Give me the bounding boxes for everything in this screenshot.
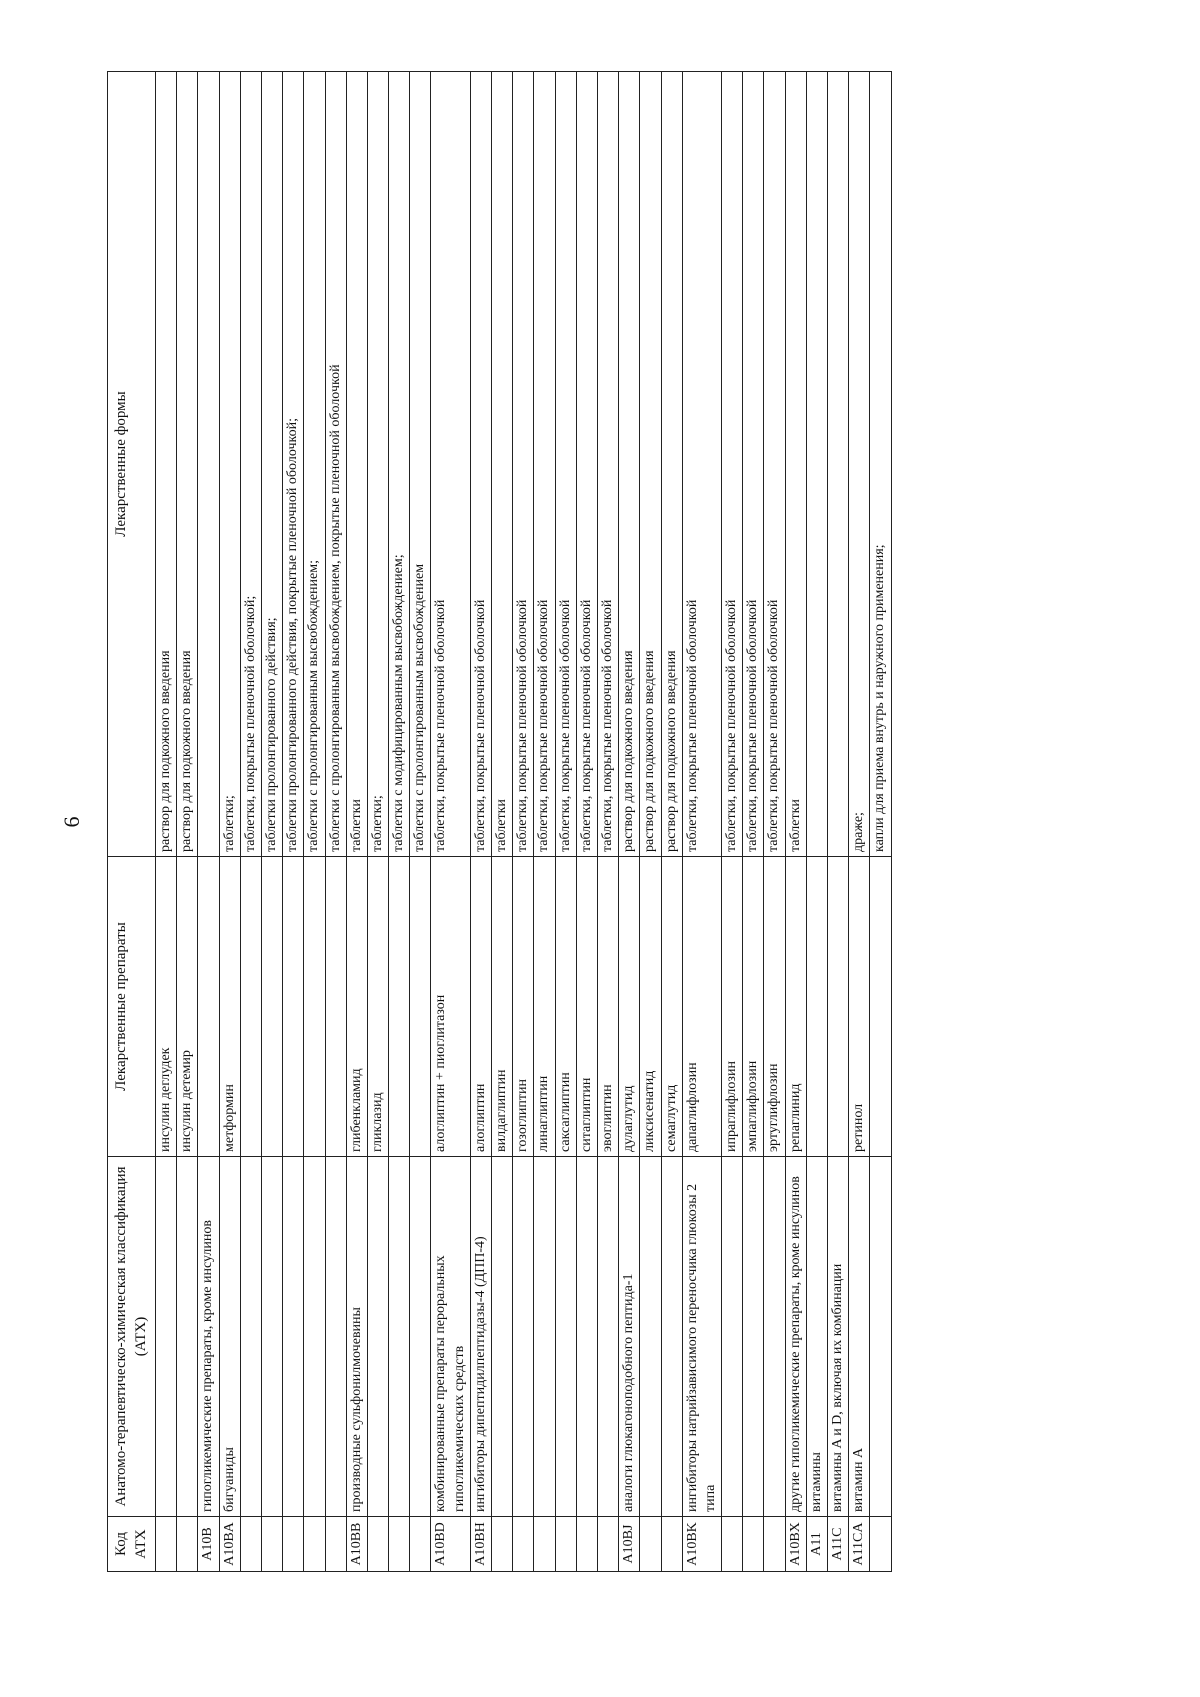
cell-code: A11C — [828, 1517, 849, 1572]
table-row — [597, 72, 618, 1572]
cell-classification: гипогликемические препараты, кроме инсулинов — [198, 1157, 219, 1517]
cell-form: драже; — [849, 72, 870, 857]
cell-classification — [389, 1157, 410, 1517]
cell-form: раствор для подкожного введения — [661, 72, 682, 857]
table-row — [389, 72, 410, 1572]
cell-drug — [325, 857, 346, 1157]
table-row — [219, 72, 240, 1572]
cell-code — [576, 1517, 597, 1572]
cell-code — [283, 1517, 304, 1572]
table-row — [534, 72, 555, 1572]
cell-code — [534, 1517, 555, 1572]
cell-drug: алоглиптин — [470, 857, 491, 1157]
cell-classification — [764, 1157, 785, 1517]
table-row — [470, 72, 491, 1572]
cell-code — [555, 1517, 576, 1572]
cell-classification: комбинированные препараты пероральных гипогликемических средств — [431, 1157, 470, 1517]
cell-classification — [597, 1157, 618, 1517]
cell-drug: эвоглиптин — [597, 857, 618, 1157]
cell-classification — [240, 1157, 261, 1517]
cell-drug: алоглиптин + пиоглитазон — [431, 857, 470, 1157]
cell-drug — [410, 857, 431, 1157]
cell-form: таблетки, покрытые пленочной оболочкой — [576, 72, 597, 857]
cell-classification — [555, 1157, 576, 1517]
table-row — [619, 72, 640, 1572]
cell-classification: витамин A — [849, 1157, 870, 1517]
cell-drug: эртуглифлозин — [764, 857, 785, 1157]
cell-classification: ингибиторы натрийзависимого переносчика глюкозы 2 типа — [682, 1157, 721, 1517]
cell-drug: метформин — [219, 857, 240, 1157]
table-row — [576, 72, 597, 1572]
cell-form: капли для приема внутрь и наружного применения; — [870, 72, 891, 857]
cell-classification — [640, 1157, 661, 1517]
cell-code — [764, 1517, 785, 1572]
cell-form: раствор для подкожного введения — [156, 72, 177, 857]
table-row — [828, 72, 849, 1572]
cell-drug — [261, 857, 282, 1157]
table-row — [764, 72, 785, 1572]
cell-form — [198, 72, 219, 857]
table-row — [806, 72, 827, 1572]
cell-code — [177, 1517, 198, 1572]
cell-form: таблетки, покрытые пленочной оболочкой — [682, 72, 721, 857]
cell-form: таблетки пролонгированного действия, покрытые пленочной оболочкой; — [283, 72, 304, 857]
cell-drug — [828, 857, 849, 1157]
table-row — [722, 72, 743, 1572]
cell-classification — [177, 1157, 198, 1517]
cell-code: A10BB — [346, 1517, 367, 1572]
cell-form: раствор для подкожного введения — [177, 72, 198, 857]
cell-code: A10BH — [470, 1517, 491, 1572]
cell-code: A10BJ — [619, 1517, 640, 1572]
cell-classification: производные сульфонилмочевины — [346, 1157, 367, 1517]
cell-form: таблетки, покрытые пленочной оболочкой — [722, 72, 743, 857]
cell-classification — [283, 1157, 304, 1517]
cell-code: A10BK — [682, 1517, 721, 1572]
cell-form: таблетки, покрытые пленочной оболочкой — [555, 72, 576, 857]
cell-classification — [367, 1157, 388, 1517]
cell-classification — [304, 1157, 325, 1517]
cell-classification — [492, 1157, 513, 1517]
cell-classification: витамины A и D, включая их комбинации — [828, 1157, 849, 1517]
cell-classification — [661, 1157, 682, 1517]
cell-drug — [304, 857, 325, 1157]
page-number: 6 — [59, 816, 84, 828]
table-row — [743, 72, 764, 1572]
table-row — [555, 72, 576, 1572]
cell-code — [410, 1517, 431, 1572]
table-row — [325, 72, 346, 1572]
cell-drug: глибенкламид — [346, 857, 367, 1157]
cell-drug — [240, 857, 261, 1157]
table-row — [492, 72, 513, 1572]
cell-classification — [743, 1157, 764, 1517]
table-row — [661, 72, 682, 1572]
cell-classification — [576, 1157, 597, 1517]
cell-form: таблетки с пролонгированным высвобождением; — [304, 72, 325, 857]
cell-code — [640, 1517, 661, 1572]
cell-classification: аналоги глюкагоноподобного пептида-1 — [619, 1157, 640, 1517]
cell-code — [367, 1517, 388, 1572]
cell-classification — [261, 1157, 282, 1517]
cell-drug — [806, 857, 827, 1157]
cell-classification — [325, 1157, 346, 1517]
cell-form: таблетки пролонгированного действия; — [261, 72, 282, 857]
cell-form: таблетки с пролонгированным высвобождением, покрытые пленочной оболочкой — [325, 72, 346, 857]
table-row — [240, 72, 261, 1572]
cell-form: таблетки, покрытые пленочной оболочкой — [764, 72, 785, 857]
cell-form: таблетки — [785, 72, 806, 857]
table-row — [346, 72, 367, 1572]
cell-form — [828, 72, 849, 857]
cell-code: A10BX — [785, 1517, 806, 1572]
cell-drug: гозоглиптин — [513, 857, 534, 1157]
cell-drug: эмпаглифлозин — [743, 857, 764, 1157]
cell-form: раствор для подкожного введения — [619, 72, 640, 857]
cell-classification — [722, 1157, 743, 1517]
cell-form: таблетки, покрытые пленочной оболочкой — [597, 72, 618, 857]
table-row — [261, 72, 282, 1572]
cell-drug — [283, 857, 304, 1157]
cell-code — [261, 1517, 282, 1572]
cell-code — [304, 1517, 325, 1572]
cell-drug: дапаглифлозин — [682, 857, 721, 1157]
table-row — [177, 72, 198, 1572]
table-row — [410, 72, 431, 1572]
cell-code: A10B — [198, 1517, 219, 1572]
cell-form: таблетки с пролонгированным высвобождением — [410, 72, 431, 857]
cell-code — [389, 1517, 410, 1572]
header-forms: Лекарственные формы — [108, 72, 156, 857]
cell-classification — [513, 1157, 534, 1517]
cell-classification — [410, 1157, 431, 1517]
cell-classification: витамины — [806, 1157, 827, 1517]
cell-drug: ситаглиптин — [576, 857, 597, 1157]
table-row — [198, 72, 219, 1572]
cell-drug: гликлазид — [367, 857, 388, 1157]
cell-code — [156, 1517, 177, 1572]
cell-classification — [870, 1157, 891, 1517]
cell-drug: инсулин деглудек — [156, 857, 177, 1157]
table-row — [431, 72, 470, 1572]
cell-code: A11 — [806, 1517, 827, 1572]
cell-form: таблетки, покрытые пленочной оболочкой — [470, 72, 491, 857]
header-code: Код АТХ — [108, 1517, 156, 1572]
cell-drug — [389, 857, 410, 1157]
cell-code — [743, 1517, 764, 1572]
table-row — [513, 72, 534, 1572]
cell-code — [240, 1517, 261, 1572]
cell-form: таблетки, покрытые пленочной оболочкой — [534, 72, 555, 857]
cell-classification: другие гипогликемические препараты, кроме инсулинов — [785, 1157, 806, 1517]
cell-drug: репаглинид — [785, 857, 806, 1157]
cell-form — [806, 72, 827, 857]
cell-drug: инсулин детемир — [177, 857, 198, 1157]
cell-form: таблетки; — [219, 72, 240, 857]
cell-drug: ретинол — [849, 857, 870, 1157]
cell-code: A11CA — [849, 1517, 870, 1572]
header-classification: Анатомо-терапевтическо-химическая классификация (АТХ) — [108, 1157, 156, 1517]
table-header-row — [108, 72, 156, 1572]
cell-code: A10BD — [431, 1517, 470, 1572]
header-drugs: Лекарственные препараты — [108, 857, 156, 1157]
cell-code — [597, 1517, 618, 1572]
cell-classification: бигуаниды — [219, 1157, 240, 1517]
table-row — [785, 72, 806, 1572]
table-row — [682, 72, 721, 1572]
landscape-content — [59, 72, 1200, 1572]
rotated-page — [59, 72, 1200, 1572]
drug-table — [107, 71, 892, 1572]
table-row — [640, 72, 661, 1572]
cell-form: раствор для подкожного введения — [640, 72, 661, 857]
table-row — [304, 72, 325, 1572]
cell-drug: ипраглифлозин — [722, 857, 743, 1157]
cell-form: таблетки, покрытые пленочной оболочкой; — [240, 72, 261, 857]
table-body — [156, 72, 892, 1572]
cell-code — [870, 1517, 891, 1572]
cell-drug: семаглутид — [661, 857, 682, 1157]
table-row — [870, 72, 891, 1572]
cell-form: таблетки с модифицированным высвобождением; — [389, 72, 410, 857]
table-row — [156, 72, 177, 1572]
cell-form: таблетки — [346, 72, 367, 857]
table-row — [283, 72, 304, 1572]
cell-code — [492, 1517, 513, 1572]
cell-drug — [870, 857, 891, 1157]
cell-code — [661, 1517, 682, 1572]
cell-form: таблетки, покрытые пленочной оболочкой — [431, 72, 470, 857]
cell-code — [722, 1517, 743, 1572]
cell-form: таблетки, покрытые пленочной оболочкой — [513, 72, 534, 857]
cell-drug: линаглиптин — [534, 857, 555, 1157]
cell-form: таблетки — [492, 72, 513, 857]
cell-classification — [534, 1157, 555, 1517]
table-row — [849, 72, 870, 1572]
cell-drug — [198, 857, 219, 1157]
cell-drug: дулаглутид — [619, 857, 640, 1157]
cell-classification: ингибиторы дипептидилпептидазы-4 (ДПП-4) — [470, 1157, 491, 1517]
cell-drug: вилдаглиптин — [492, 857, 513, 1157]
cell-code — [325, 1517, 346, 1572]
cell-code — [513, 1517, 534, 1572]
cell-classification — [156, 1157, 177, 1517]
cell-form: таблетки, покрытые пленочной оболочкой — [743, 72, 764, 857]
cell-code: A10BA — [219, 1517, 240, 1572]
cell-form: таблетки; — [367, 72, 388, 857]
cell-drug: саксаглиптин — [555, 857, 576, 1157]
cell-drug: ликсисенатид — [640, 857, 661, 1157]
table-row — [367, 72, 388, 1572]
